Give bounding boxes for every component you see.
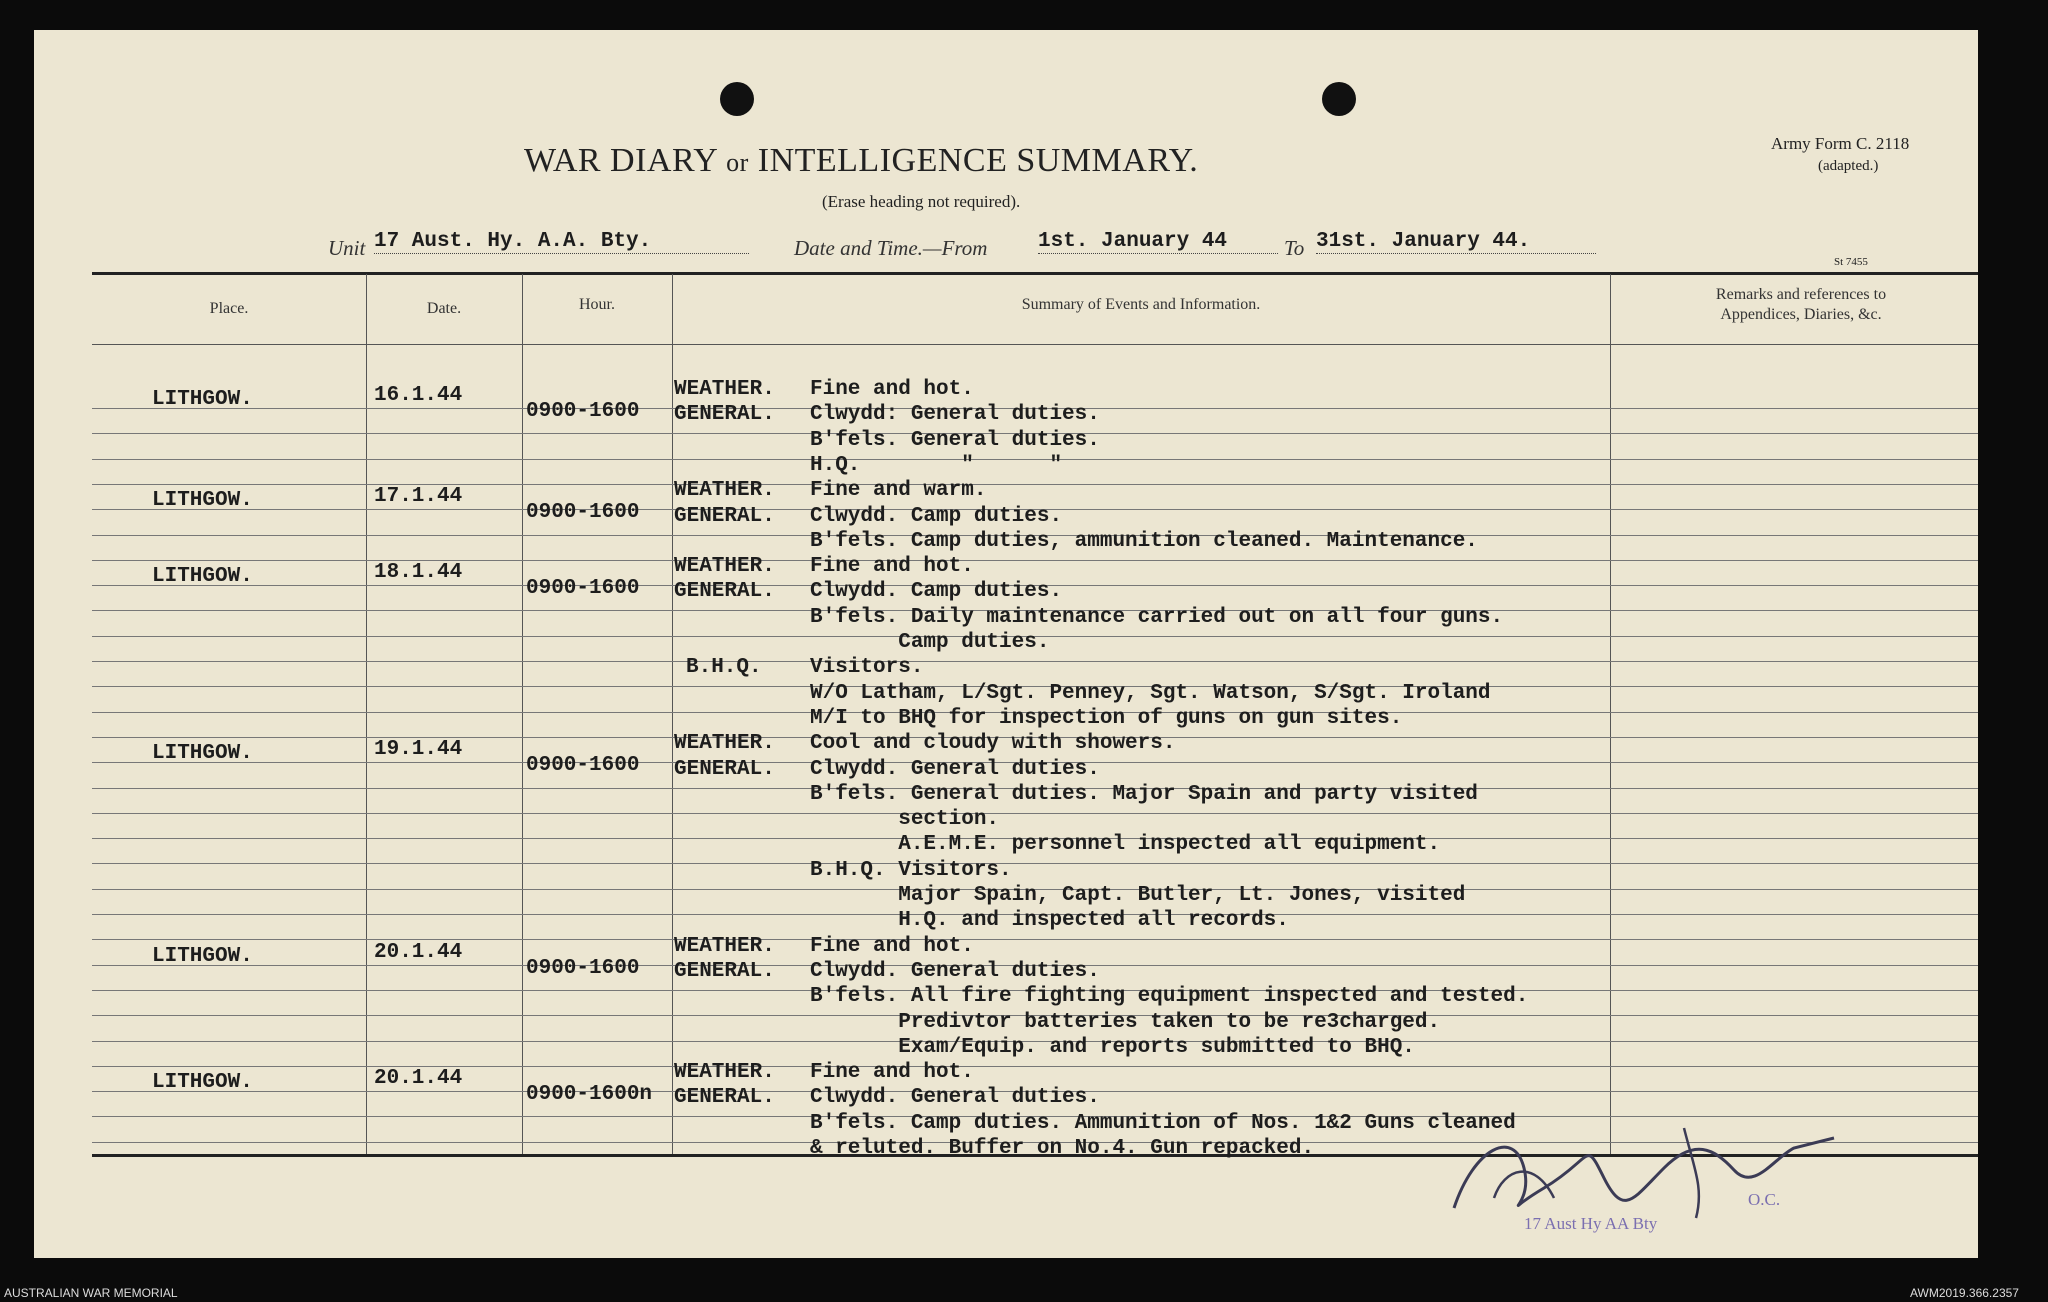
column-divider [522,274,523,1154]
entry-place: LITHGOW. [152,489,253,513]
entry-line-text: A.E.M.E. personnel inspected all equipment. [810,833,1441,857]
entry-place: LITHGOW. [152,388,253,411]
entry-line-text: Fine and hot. [810,555,974,579]
entry-line-prefix: WEATHER. [674,479,775,503]
entry-line-text: Fine and hot. [810,1061,974,1085]
entry-place: LITHGOW. [152,1071,253,1095]
entry-line-text: B'fels. Daily maintenance carried out on all four guns. [810,605,1504,629]
entry-line-prefix: GENERAL. [674,580,775,604]
entry-line-text: B'fels. General duties. [810,428,1100,452]
entry-line-text: B'fels. Camp duties, ammunition cleaned. Maintenance. [810,529,1478,553]
entry-line-text: Visitors. [810,656,924,680]
army-form-adapted: (adapted.) [1818,158,1879,174]
entry-date: 17.1.44 [374,485,463,509]
entry-place: LITHGOW. [152,944,253,968]
date-time-label: Date and Time.—From [794,236,988,260]
entry-line-text: M/I to BHQ for inspection of guns on gun sites. [810,706,1403,730]
entry-line-prefix: GENERAL. [674,959,775,983]
entry-line-text: B'fels. General duties. Major Spain and party visited [810,782,1478,806]
entry-line-prefix: B.H.Q. [686,656,762,680]
ruled-line [92,813,1978,814]
unit-label: Unit [328,236,366,260]
col-header-remarks-2: Appendices, Diaries, &c. [1720,306,1882,323]
to-label: To [1284,236,1305,260]
entry-date: 20.1.44 [374,1067,463,1091]
col-header-summary: Summary of Events and Information. [1021,296,1261,313]
entry-line-prefix: WEATHER. [674,378,775,401]
entry-hour: 0900-1600 [526,956,640,980]
ruled-line [92,661,1978,662]
entry-line-text: Clwydd. Camp duties. [810,504,1063,528]
entry-line-text: Exam/Equip. and reports submitted to BHQ. [810,1035,1415,1059]
entry-line-prefix: GENERAL. [674,403,775,427]
entry-line-prefix: WEATHER. [674,555,775,579]
entry-line-text: Predivtor batteries taken to be re3charged. [810,1010,1441,1034]
unit-value: 17 Aust. Hy. A.A. Bty. [374,230,749,254]
entry-line-text: H.Q. and inspected all records. [810,909,1289,933]
entry-line-text: Clwydd: General duties. [810,403,1100,427]
entry-line-text: Cool and cloudy with showers. [810,732,1176,756]
col-header-remarks-1: Remarks and references to [1715,286,1887,303]
entry-line-text: Major Spain, Capt. Butler, Lt. Jones, visited [810,884,1466,907]
war-diary-page [34,30,1978,1258]
entry-hour: 0900-1600 [526,501,640,525]
entry-line-prefix: GENERAL. [674,1086,775,1110]
entry-line-text: Clwydd. General duties. [810,757,1100,781]
punch-hole-right [1322,82,1356,116]
oc-label: O.C. [1748,1190,1781,1209]
entry-date: 20.1.44 [374,940,463,964]
entry-line-text: H.Q. " " [810,453,1063,477]
date-from-value: 1st. January 44 [1038,230,1278,254]
column-divider [1610,274,1611,1154]
unit-stamp: 17 Aust Hy AA Bty [1524,1214,1658,1233]
column-divider [672,274,673,1154]
entry-line-text: Clwydd. Camp duties. [810,580,1063,604]
entry-line-text: Fine and hot. [810,378,974,401]
entry-date: 19.1.44 [374,738,463,762]
entry-line-prefix: WEATHER. [674,934,775,958]
entry-line-text: B'fels. Camp duties. Ammunition of Nos. 1&2 Guns cleaned [810,1111,1516,1135]
entry-hour: 0900-1600 [526,754,640,778]
footer-right: AWM2019.366.2357 [1910,1286,2019,1300]
entry-line-text: Clwydd. General duties. [810,959,1100,983]
entry-line-prefix: GENERAL. [674,504,775,528]
footer-left: AUSTRALIAN WAR MEMORIAL [4,1286,178,1300]
table-header-rule [92,344,1978,345]
entry-line-text: & reluted. Buffer on No.4. Gun repacked. [810,1137,1315,1160]
entry-line-text: B.H.Q. Visitors. [810,858,1012,882]
entry-date: 18.1.44 [374,561,463,585]
col-header-date: Date. [426,300,462,317]
page-subtitle: (Erase heading not required). [822,192,1021,211]
entry-place: LITHGOW. [152,565,253,589]
entry-line-text: section. [810,808,1000,832]
entry-line-text: W/O Latham, L/Sgt. Penney, Sgt. Watson, S/Sgt. Iroland [810,681,1491,705]
entry-line-text: B'fels. All fire fighting equipment inspected and tested. [810,985,1529,1009]
date-to-value: 31st. January 44. [1316,230,1596,254]
entry-place: LITHGOW. [152,742,253,766]
army-form-label: Army Form C. 2118 [1771,134,1910,153]
table-top-rule [92,272,1978,275]
column-divider [366,274,367,1154]
entry-line-text: Camp duties. [810,631,1050,654]
entry-line-text: Fine and hot. [810,934,974,958]
entry-line-prefix: WEATHER. [674,732,775,756]
entry-hour: 0900-1600 [526,577,640,601]
entry-line-text: Clwydd. General duties. [810,1086,1100,1110]
entry-hour: 0900-1600n [526,1083,653,1107]
ruled-line [92,863,1978,864]
entry-line-prefix: WEATHER. [674,1061,775,1085]
col-header-place: Place. [209,300,249,317]
entry-line-text: Fine and warm. [810,479,987,503]
entry-hour: 0900-1600 [526,400,640,423]
page-title: WAR DIARY or INTELLIGENCE SUMMARY. [524,142,1199,179]
punch-hole-left [720,82,754,116]
entry-date: 16.1.44 [374,384,463,407]
signature-icon [1434,1108,1854,1228]
col-header-hour: Hour. [579,296,615,313]
stock-number: St 7455 [1834,256,1868,268]
entry-line-prefix: GENERAL. [674,757,775,781]
